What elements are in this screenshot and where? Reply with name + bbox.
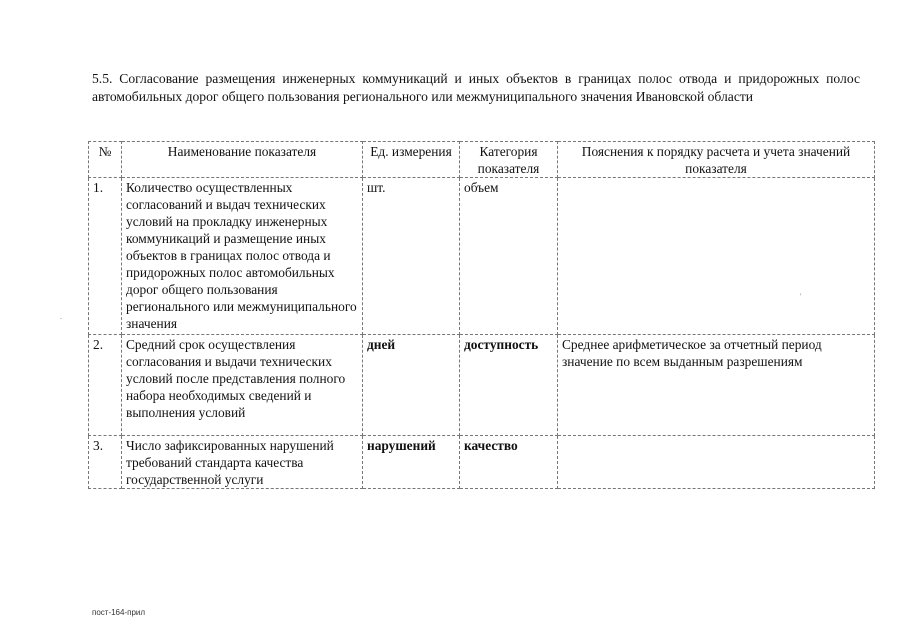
table-header-row	[89, 142, 875, 178]
row-notes	[558, 178, 875, 335]
row-category: объем	[460, 178, 558, 335]
row-name: Число зафиксированных нарушений требований стандарта качества государственной услуги	[122, 436, 363, 489]
footer-doc-code: пост-164-прил	[92, 608, 146, 617]
row-num: 2.	[89, 335, 122, 436]
scan-speck: .	[60, 312, 62, 321]
header-category: Категория показателя	[460, 142, 558, 178]
row-category: качество	[460, 436, 558, 489]
row-notes	[558, 436, 875, 489]
indicators-table	[88, 141, 875, 489]
table-row	[89, 436, 875, 489]
row-name: Средний срок осуществления согласования и выдачи технических условий после представления полного набора необходимых сведений и выполнения условий	[122, 335, 363, 436]
table-row	[89, 178, 875, 335]
header-unit: Ед. измерения	[363, 142, 460, 178]
header-num: №	[89, 142, 122, 178]
header-name: Наименование показателя	[122, 142, 363, 178]
row-num: 3.	[89, 436, 122, 489]
header-notes: Пояснения к порядку расчета и учета значений показателя	[558, 142, 875, 178]
row-num: 1.	[89, 178, 122, 335]
scan-speck: '	[800, 292, 802, 301]
row-notes: Среднее арифметическое за отчетный период значение по всем выданным разрешениям	[558, 335, 875, 436]
table-row	[89, 335, 875, 436]
row-unit: дней	[363, 335, 460, 436]
row-unit: нарушений	[363, 436, 460, 489]
row-unit: шт.	[363, 178, 460, 335]
row-name: Количество осуществленных согласований и выдач технических условий на прокладку инженерных коммуникаций и размещение иных объектов в границах полос отвода и придорожных полос автомобильных дорог общего пользования регионального или межмуниципального значения	[122, 178, 363, 335]
row-category: доступность	[460, 335, 558, 436]
section-heading: 5.5. Согласование размещения инженерных коммуникаций и иных объектов в границах полос отвода и придорожных полос автомобильных дорог общего пользования регионального или межмуниципального значения Ивановской области	[92, 71, 860, 104]
